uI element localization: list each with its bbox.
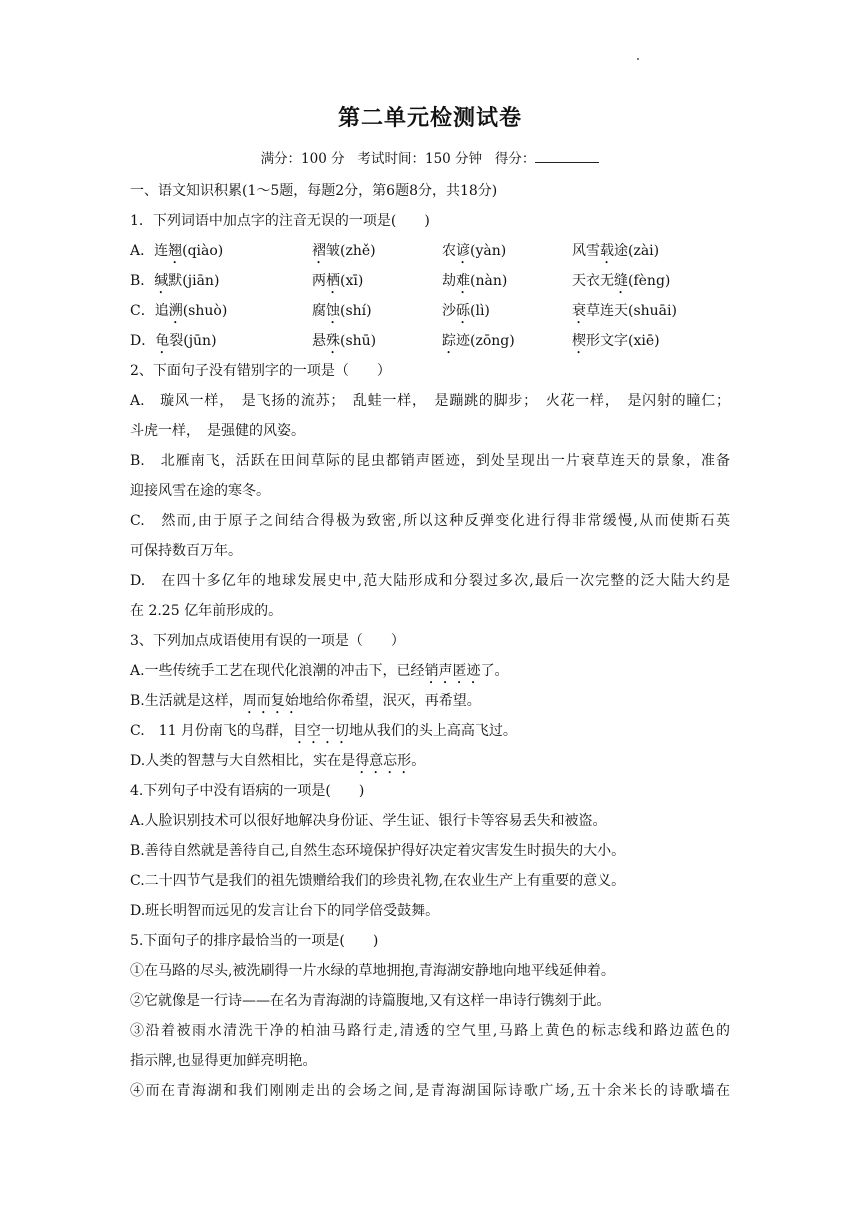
dotted-idiom: 销声匿迹	[424, 663, 481, 679]
word-part: 沙	[442, 303, 456, 319]
dotted-idiom: 得意忘形	[355, 753, 412, 769]
option-word	[572, 266, 670, 297]
word-part: 草连天(shuāi)	[586, 303, 677, 319]
word-part: (lì)	[470, 303, 490, 319]
dotted-char: 褶	[312, 243, 326, 259]
option-word	[130, 326, 217, 357]
dotted-char: 踪	[442, 333, 456, 349]
word-part: (fèng)	[628, 273, 671, 289]
question-2-line: C. 然而,由于原子之间结合得极为致密,所以这种反弹变化进行得非常缓慢,从而使斯石英	[130, 513, 730, 529]
word-part: 两	[312, 273, 326, 289]
score-blank	[535, 148, 599, 163]
dotted-char: 谚	[456, 243, 470, 259]
question-2-line: 在 2.25 亿年前形成的。	[130, 603, 283, 619]
word-part: 形文字(xiē)	[586, 333, 660, 349]
option-word	[312, 266, 363, 297]
dotted-char: 殊	[326, 333, 340, 349]
word-part: 农	[442, 243, 456, 259]
dotted-char: 缝	[614, 273, 628, 289]
word-part: (shí)	[340, 303, 372, 319]
word-part: (yàn)	[470, 243, 507, 259]
option-word	[130, 236, 223, 267]
word-part: (shū)	[340, 333, 377, 349]
option-text: A.一些传统手工艺在现代化浪潮的冲击下，已经	[130, 663, 425, 679]
option-word	[442, 296, 490, 327]
question-3-stem: 3、下列加点成语使用有误的一项是（ ）	[130, 633, 405, 649]
question-3-option	[130, 656, 730, 686]
exam-content	[130, 176, 730, 1106]
question-2-line: B. 北雁南飞，活跃在田间草际的昆虫都销声匿迹，到处呈现出一片衰草连天的景象，准备	[130, 453, 730, 469]
option-word	[572, 236, 659, 267]
option-word	[312, 326, 376, 357]
option-word	[312, 236, 376, 267]
dotted-char: 蚀	[326, 303, 340, 319]
word-part: 裂(jūn)	[169, 333, 217, 349]
word-part: 腐	[312, 303, 326, 319]
word-part: 追	[154, 303, 169, 319]
question-2-line: 迎接风雪在途的寒冬。	[130, 483, 270, 499]
option-text: 。	[411, 753, 426, 769]
word-part: 天衣无	[572, 273, 614, 289]
option-label: D．	[130, 333, 156, 349]
word-part: 悬	[312, 333, 326, 349]
question-5-line: ④而在青海湖和我们刚刚走出的会场之间,是青海湖国际诗歌广场,五十余米长的诗歌墙在	[130, 1083, 730, 1099]
option-word	[572, 296, 677, 327]
option-label: B．	[130, 273, 155, 289]
question-4-option: D.班长明智而远见的发言让台下的同学倍受鼓舞。	[130, 903, 440, 919]
word-part: 默(jiān)	[168, 273, 220, 289]
question-1-option-row	[130, 296, 730, 326]
dotted-char: 楔	[572, 333, 586, 349]
word-part: 劫	[442, 273, 456, 289]
dotted-idiom: 目空一切	[292, 723, 349, 739]
question-3-option	[130, 686, 730, 716]
word-part: 途(zài)	[614, 243, 660, 259]
word-part: (nàn)	[470, 273, 508, 289]
question-5-line: ③沿着被雨水清洗干净的柏油马路行走,清透的空气里,马路上黄色的标志线和路边蓝色的	[130, 1023, 730, 1039]
option-label: C．	[130, 303, 155, 319]
word-part: (shuò)	[182, 303, 228, 319]
exam-info	[0, 148, 860, 169]
exam-info-text: 满分：100 分 考试时间：150 分钟 得分：	[260, 151, 536, 167]
question-1-option-row	[130, 236, 730, 266]
question-1-stem: 1．下列词语中加点字的注音无误的一项是( )	[130, 213, 430, 229]
question-2-stem: 2、下面句子没有错别字的一项是（ ）	[130, 363, 391, 379]
option-word	[442, 236, 506, 267]
option-word	[442, 326, 515, 357]
word-part: 迹(zōng)	[456, 333, 515, 349]
question-4-option: B.善待自然就是善待自己,自然生态环境保护得好决定着灾害发生时损失的大小。	[130, 843, 626, 859]
dotted-char: 溯	[168, 303, 183, 319]
word-part: 皱(zhě)	[326, 243, 376, 259]
question-1-options	[130, 236, 730, 356]
dotted-char: 栖	[326, 273, 340, 289]
dotted-char: 衰	[572, 303, 586, 319]
question-5-stem: 5.下面句子的排序最恰当的一项是( )	[130, 933, 379, 949]
dotted-char: 龟	[155, 333, 170, 349]
option-word	[572, 326, 660, 357]
question-3-options	[130, 656, 730, 776]
option-text: D.人类的智慧与大自然相比，实在是	[130, 753, 356, 769]
option-text: B.生活就是这样，	[130, 693, 243, 709]
dotted-idiom: 周而复始	[242, 693, 299, 709]
option-text: 地从我们的头上高高飞过。	[348, 723, 517, 739]
question-5-line: 指示牌,也显得更加鲜亮明艳。	[130, 1053, 317, 1069]
dotted-char: 缄	[154, 273, 169, 289]
word-part: 风雪	[572, 243, 600, 259]
dotted-char: 载	[600, 243, 614, 259]
question-5-line: ②它就像是一行诗——在名为青海湖的诗篇腹地,又有这样一串诗行镌刻于此。	[130, 993, 611, 1009]
question-2-line: A. 璇风一样， 是飞扬的流苏； 乱蛙一样， 是蹦跳的脚步； 火花一样， 是闪射的瞳仁；	[130, 393, 730, 409]
option-text: C. 11 月份南飞的鸟群，	[130, 723, 293, 739]
question-1-option-row	[130, 326, 730, 356]
dotted-char: 难	[456, 273, 470, 289]
option-text: 地给你希望，泯灭，再希望。	[298, 693, 481, 709]
question-3-option	[130, 746, 730, 776]
dotted-char: 砾	[456, 303, 470, 319]
question-2-line: 可保持数百万年。	[130, 543, 242, 559]
question-2-line: 斗虎一样， 是强健的风姿。	[130, 423, 305, 439]
question-1-option-row	[130, 266, 730, 296]
question-5-line: ①在马路的尽头,被洗刷得一片水绿的草地拥抱,青海湖安静地向地平线延伸着。	[130, 963, 615, 979]
word-part: (qiào)	[182, 243, 224, 259]
question-2-line: D. 在四十多亿年的地球发展史中,范大陆形成和分裂过多次,最后一次完整的泛大陆大约是	[130, 573, 730, 589]
dotted-char: 翘	[168, 243, 183, 259]
scan-dot	[637, 58, 639, 60]
option-word	[442, 266, 507, 297]
question-4-stem: 4.下列句子中没有语病的一项是( )	[130, 783, 365, 799]
option-word	[130, 266, 219, 297]
question-3-option	[130, 716, 730, 746]
section-heading: 一、语文知识积累(1～5题，每题2分，第6题8分，共18分)	[130, 183, 498, 199]
question-4-option: A.人脸识别技术可以很好地解决身份证、学生证、银行卡等容易丢失和被盗。	[130, 813, 607, 829]
option-label: A．	[130, 243, 155, 259]
page-title: 第二单元检测试卷	[337, 106, 522, 131]
word-part: (xī)	[340, 273, 364, 289]
option-text: 了。	[480, 663, 509, 679]
option-word	[312, 296, 372, 327]
word-part: 连	[154, 243, 169, 259]
question-4-option: C.二十四节气是我们的祖先馈赠给我们的珍贵礼物,在农业生产上有重要的意义。	[130, 873, 626, 889]
option-word	[130, 296, 227, 327]
